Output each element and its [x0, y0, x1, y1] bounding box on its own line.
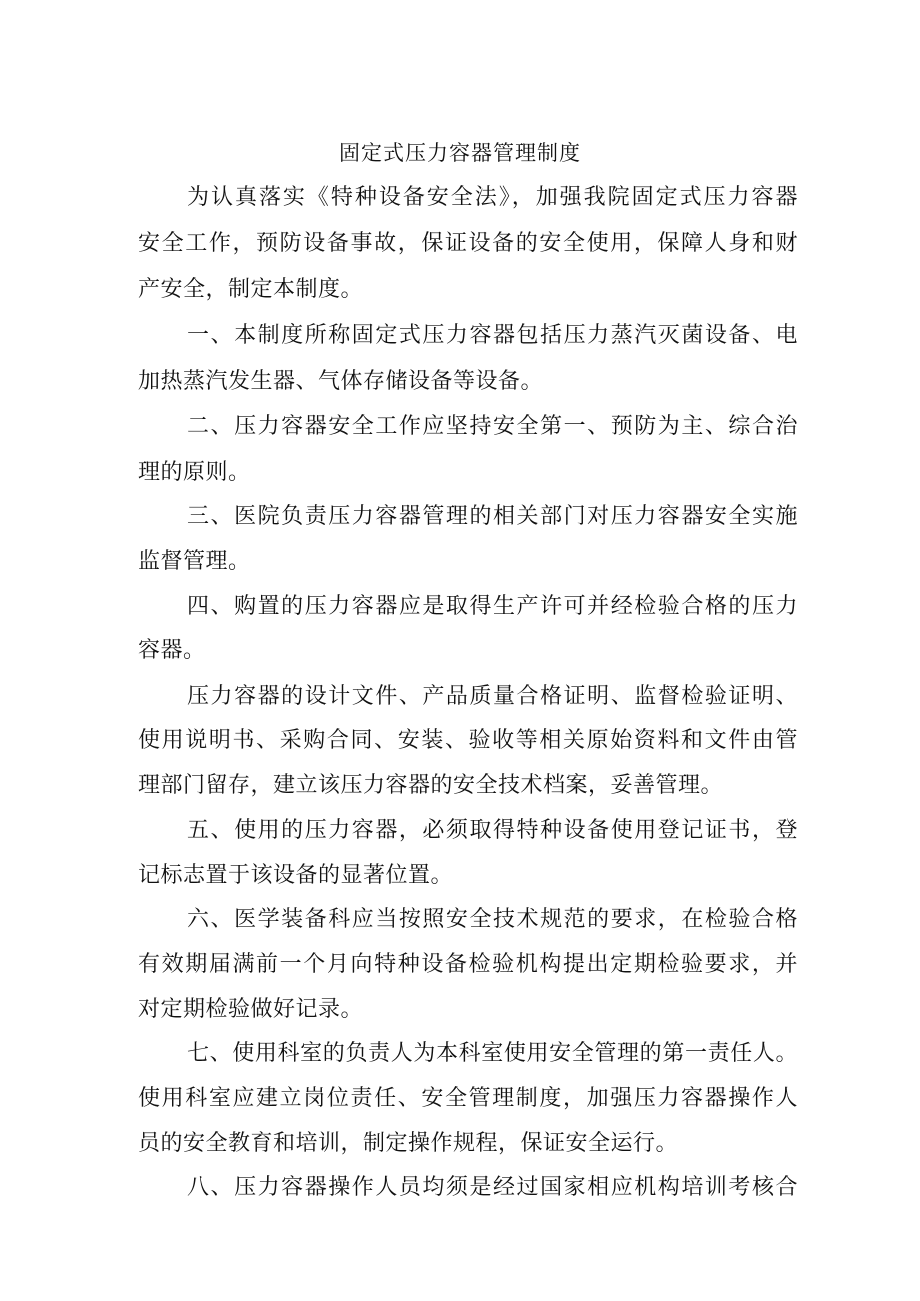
- paragraph-line: 七、使用科室的负责人为本科室使用安全管理的第一责任人。: [187, 1041, 798, 1066]
- paragraph-line: 容器。: [138, 638, 206, 663]
- paragraph-line: 一、本制度所称固定式压力容器包括压力蒸汽灭菌设备、电: [187, 323, 798, 348]
- paragraph-line: 使用说明书、采购合同、安装、验收等相关原始资料和文件由管: [138, 728, 798, 753]
- paragraph-line: 为认真落实《特种设备安全法》，加强我院固定式压力容器: [187, 185, 798, 210]
- paragraph-line: 记标志置于该设备的显著位置。: [138, 863, 454, 888]
- paragraph-line: 使用科室应建立岗位责任、安全管理制度，加强压力容器操作人: [138, 1086, 798, 1111]
- paragraph-line: 理部门留存，建立该压力容器的安全技术档案，妥善管理。: [138, 773, 724, 798]
- document-title: 固定式压力容器管理制度: [339, 141, 581, 165]
- paragraph-line: 员的安全教育和培训，制定操作规程，保证安全运行。: [138, 1131, 679, 1156]
- paragraph-line: 五、使用的压力容器，必须取得特种设备使用登记证书，登: [187, 818, 798, 843]
- paragraph-line: 产安全，制定本制度。: [138, 277, 364, 302]
- paragraph-line: 对定期检验做好记录。: [138, 997, 364, 1022]
- paragraph-line: 六、医学装备科应当按照安全技术规范的要求，在检验合格: [187, 907, 798, 932]
- paragraph-line: 监督管理。: [138, 549, 251, 574]
- paragraph-line: 八、压力容器操作人员均须是经过国家相应机构培训考核合: [187, 1175, 798, 1200]
- paragraph-line: 安全工作，预防设备事故，保证设备的安全使用，保障人身和财: [138, 231, 798, 256]
- paragraph-line: 有效期届满前一个月向特种设备检验机构提出定期检验要求，并: [138, 952, 798, 977]
- paragraph-line: 加热蒸汽发生器、气体存储设备等设备。: [138, 369, 544, 394]
- paragraph-line: 三、医院负责压力容器管理的相关部门对压力容器安全实施: [187, 504, 798, 529]
- paragraph-line: 四、购置的压力容器应是取得生产许可并经检验合格的压力: [187, 594, 798, 619]
- paragraph-line: 理的原则。: [138, 460, 251, 485]
- paragraph-line: 压力容器的设计文件、产品质量合格证明、监督检验证明、: [187, 684, 798, 709]
- paragraph-line: 二、压力容器安全工作应坚持安全第一、预防为主、综合治: [187, 414, 798, 439]
